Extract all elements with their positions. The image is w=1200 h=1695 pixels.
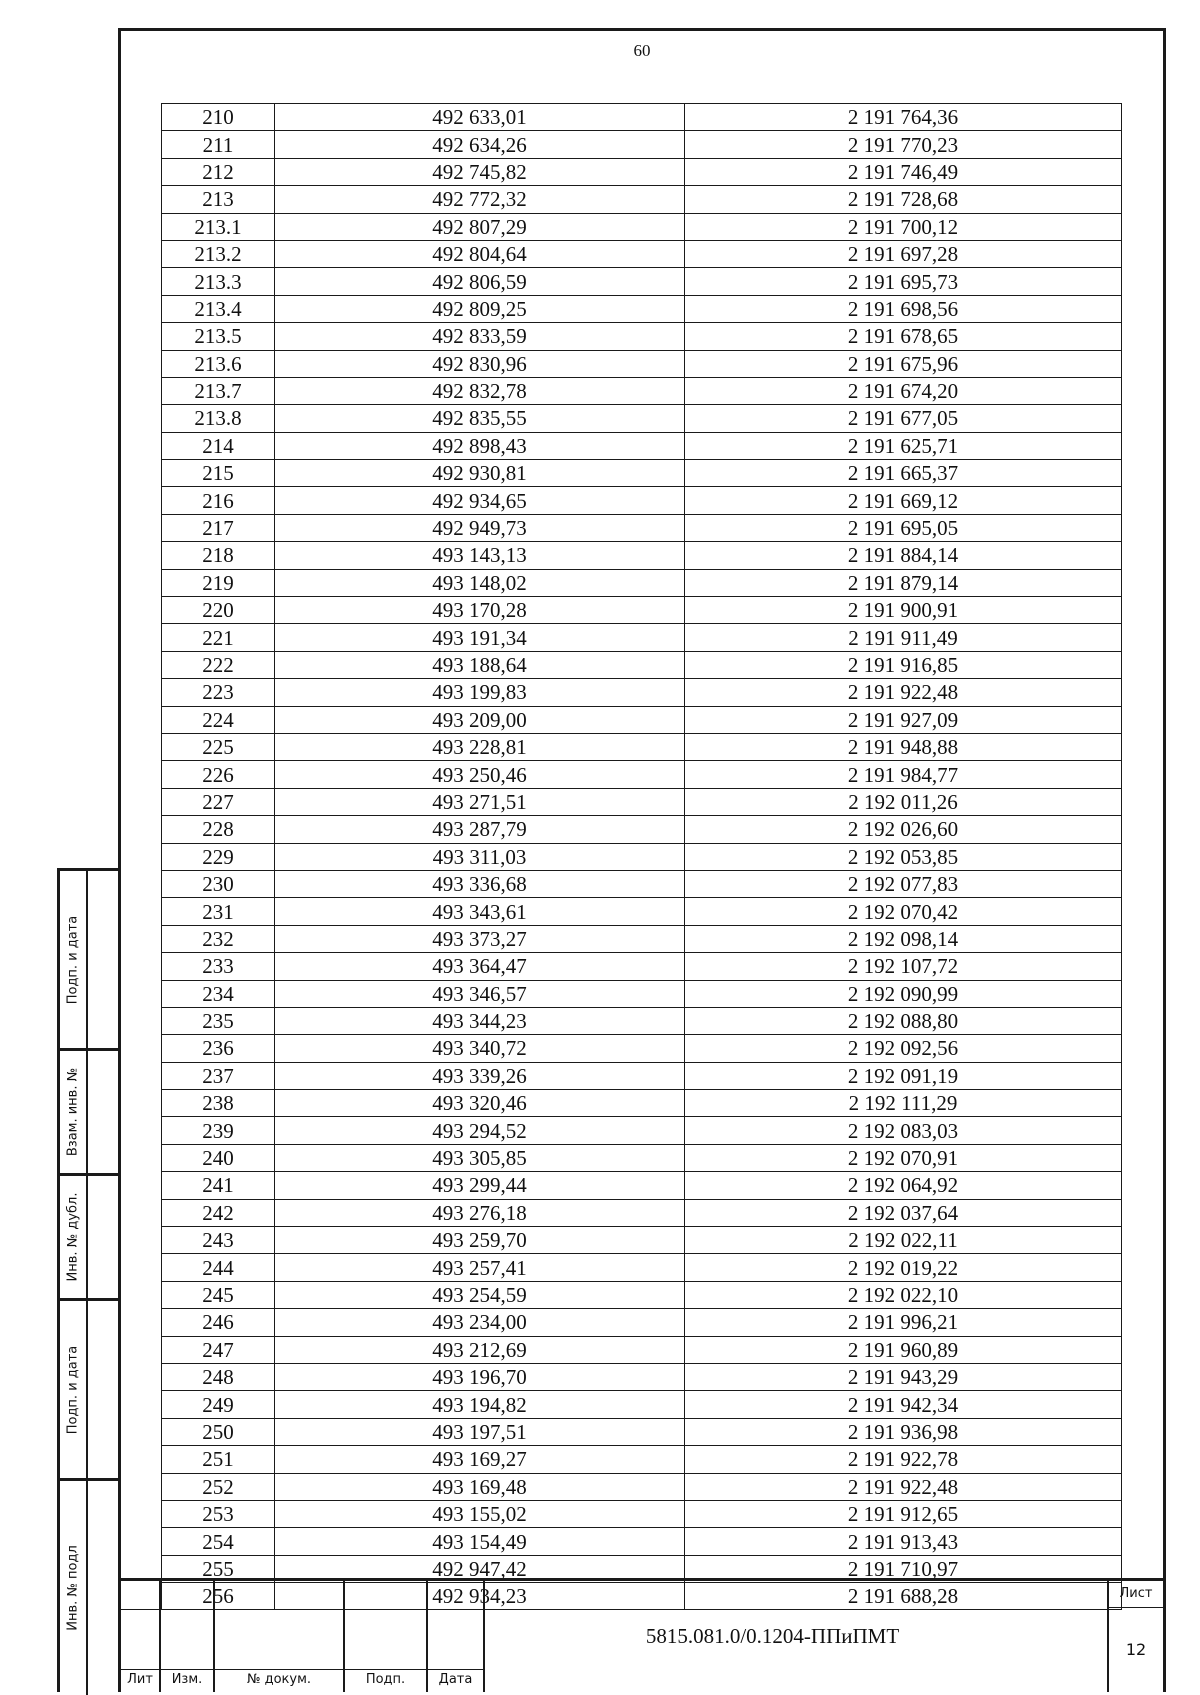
coord-y-cell: 2 191 948,88 (685, 733, 1122, 760)
table-row (162, 240, 1122, 267)
table-row (162, 1363, 1122, 1390)
side-label: Подп. и дата (65, 1345, 81, 1434)
coord-x-cell: 493 143,13 (275, 542, 685, 569)
coord-x-cell: 493 196,70 (275, 1363, 685, 1390)
side-field-orig-inv (60, 1481, 118, 1695)
revision-grid (121, 1581, 485, 1692)
point-number-cell: 227 (162, 788, 275, 815)
table-row (162, 487, 1122, 514)
coord-x-cell: 493 287,79 (275, 816, 685, 843)
point-number-cell: 239 (162, 1117, 275, 1144)
point-number-cell: 213.8 (162, 405, 275, 432)
table-row (162, 706, 1122, 733)
coord-x-cell: 492 949,73 (275, 514, 685, 541)
coord-x-cell: 493 257,41 (275, 1254, 685, 1281)
coord-x-cell: 492 804,64 (275, 240, 685, 267)
sheet-box (1107, 1581, 1163, 1692)
coord-x-cell: 493 197,51 (275, 1418, 685, 1445)
side-field-sign-date-1 (60, 871, 118, 1051)
point-number-cell: 247 (162, 1336, 275, 1363)
coord-x-cell: 493 228,81 (275, 733, 685, 760)
coord-y-cell: 2 192 088,80 (685, 1007, 1122, 1034)
coord-x-cell: 492 934,65 (275, 487, 685, 514)
coord-y-cell: 2 191 688,28 (685, 1583, 1122, 1610)
coord-y-cell: 2 192 037,64 (685, 1199, 1122, 1226)
table-row (162, 323, 1122, 350)
coord-y-cell: 2 191 942,34 (685, 1391, 1122, 1418)
coord-y-cell: 2 191 884,14 (685, 542, 1122, 569)
coord-x-cell: 493 299,44 (275, 1172, 685, 1199)
side-field-sign-date-2 (60, 1301, 118, 1481)
table-row (162, 980, 1122, 1007)
coord-y-cell: 2 191 675,96 (685, 350, 1122, 377)
point-number-cell: 246 (162, 1309, 275, 1336)
point-number-cell: 254 (162, 1528, 275, 1555)
table-row (162, 1172, 1122, 1199)
table-row (162, 1144, 1122, 1171)
table-row (162, 1007, 1122, 1034)
table-row (162, 569, 1122, 596)
table-row (162, 898, 1122, 925)
coord-y-cell: 2 192 026,60 (685, 816, 1122, 843)
coord-y-cell: 2 191 913,43 (685, 1528, 1122, 1555)
coord-x-cell: 492 835,55 (275, 405, 685, 432)
coord-y-cell: 2 191 984,77 (685, 761, 1122, 788)
coord-y-cell: 2 191 960,89 (685, 1336, 1122, 1363)
point-number-cell: 213.2 (162, 240, 275, 267)
table-row (162, 1500, 1122, 1527)
table-row (162, 268, 1122, 295)
point-number-cell: 219 (162, 569, 275, 596)
point-number-cell: 240 (162, 1144, 275, 1171)
table-row (162, 1528, 1122, 1555)
side-label: Инв. № дубл. (65, 1192, 81, 1282)
coord-y-cell: 2 191 764,36 (685, 104, 1122, 131)
stamp-label-lit: Лит (121, 1670, 161, 1692)
table-row (162, 377, 1122, 404)
coord-y-cell: 2 192 107,72 (685, 953, 1122, 980)
table-row (162, 651, 1122, 678)
point-number-cell: 236 (162, 1035, 275, 1062)
coord-x-cell: 493 344,23 (275, 1007, 685, 1034)
coord-x-cell: 493 254,59 (275, 1281, 685, 1308)
point-number-cell: 228 (162, 816, 275, 843)
table-row (162, 1254, 1122, 1281)
coord-y-cell: 2 192 064,92 (685, 1172, 1122, 1199)
point-number-cell: 250 (162, 1418, 275, 1445)
point-number-cell: 243 (162, 1227, 275, 1254)
point-number-cell: 256 (162, 1583, 275, 1610)
point-number-cell: 249 (162, 1391, 275, 1418)
point-number-cell: 224 (162, 706, 275, 733)
coord-y-cell: 2 191 916,85 (685, 651, 1122, 678)
coord-x-cell: 493 234,00 (275, 1309, 685, 1336)
point-number-cell: 213.7 (162, 377, 275, 404)
coord-x-cell: 492 634,26 (275, 131, 685, 158)
coord-y-cell: 2 191 922,48 (685, 679, 1122, 706)
table-row (162, 131, 1122, 158)
stamp-label-change: Изм. (161, 1670, 215, 1692)
coord-y-cell: 2 191 770,23 (685, 131, 1122, 158)
left-margin-strip (57, 868, 118, 1692)
coord-x-cell: 493 170,28 (275, 597, 685, 624)
table-row (162, 1062, 1122, 1089)
coord-x-cell: 492 830,96 (275, 350, 685, 377)
point-number-cell: 238 (162, 1090, 275, 1117)
coord-x-cell: 493 305,85 (275, 1144, 685, 1171)
coord-x-cell: 493 199,83 (275, 679, 685, 706)
coord-x-cell: 493 340,72 (275, 1035, 685, 1062)
coordinates-table-body (162, 104, 1122, 1610)
document-code: 5815.081.0/0.1204-ППиПМТ (645, 1624, 900, 1648)
table-row (162, 350, 1122, 377)
coord-x-cell: 492 772,32 (275, 186, 685, 213)
coord-y-cell: 2 191 710,97 (685, 1555, 1122, 1582)
table-row (162, 460, 1122, 487)
table-row (162, 1473, 1122, 1500)
table-row (162, 104, 1122, 131)
coord-x-cell: 493 364,47 (275, 953, 685, 980)
table-row (162, 624, 1122, 651)
coord-x-cell: 493 250,46 (275, 761, 685, 788)
coord-x-cell: 492 633,01 (275, 104, 685, 131)
point-number-cell: 213 (162, 186, 275, 213)
side-label: Подп. и дата (65, 915, 81, 1004)
point-number-cell: 218 (162, 542, 275, 569)
coord-x-cell: 493 311,03 (275, 843, 685, 870)
sheet-number: 12 (1125, 1640, 1147, 1659)
coord-y-cell: 2 191 879,14 (685, 569, 1122, 596)
point-number-cell: 214 (162, 432, 275, 459)
point-number-cell: 229 (162, 843, 275, 870)
coord-y-cell: 2 192 011,26 (685, 788, 1122, 815)
table-row (162, 816, 1122, 843)
stamp-label-signature: Подп. (345, 1670, 428, 1692)
point-number-cell: 217 (162, 514, 275, 541)
coordinates-table (161, 103, 1122, 1610)
coord-x-cell: 492 806,59 (275, 268, 685, 295)
coord-x-cell: 493 209,00 (275, 706, 685, 733)
point-number-cell: 225 (162, 733, 275, 760)
coord-y-cell: 2 191 746,49 (685, 158, 1122, 185)
point-number-cell: 210 (162, 104, 275, 131)
coord-x-cell: 493 169,48 (275, 1473, 685, 1500)
point-number-cell: 222 (162, 651, 275, 678)
coord-y-cell: 2 191 912,65 (685, 1500, 1122, 1527)
point-number-cell: 253 (162, 1500, 275, 1527)
coord-y-cell: 2 191 922,78 (685, 1446, 1122, 1473)
point-number-cell: 233 (162, 953, 275, 980)
coord-y-cell: 2 191 943,29 (685, 1363, 1122, 1390)
coord-y-cell: 2 191 700,12 (685, 213, 1122, 240)
coord-x-cell: 492 898,43 (275, 432, 685, 459)
coord-y-cell: 2 192 091,19 (685, 1062, 1122, 1089)
table-row (162, 1418, 1122, 1445)
point-number-cell: 215 (162, 460, 275, 487)
table-row (162, 925, 1122, 952)
sheet-label: Лист (1109, 1581, 1163, 1608)
table-row (162, 1336, 1122, 1363)
table-row (162, 1281, 1122, 1308)
coord-y-cell: 2 191 625,71 (685, 432, 1122, 459)
point-number-cell: 213.6 (162, 350, 275, 377)
point-number-cell: 230 (162, 870, 275, 897)
point-number-cell: 234 (162, 980, 275, 1007)
table-row (162, 761, 1122, 788)
point-number-cell: 252 (162, 1473, 275, 1500)
point-number-cell: 212 (162, 158, 275, 185)
table-row (162, 432, 1122, 459)
coord-y-cell: 2 192 090,99 (685, 980, 1122, 1007)
coord-x-cell: 493 343,61 (275, 898, 685, 925)
coord-x-cell: 492 934,23 (275, 1583, 685, 1610)
point-number-cell: 241 (162, 1172, 275, 1199)
coord-x-cell: 492 807,29 (275, 213, 685, 240)
point-number-cell: 216 (162, 487, 275, 514)
point-number-cell: 237 (162, 1062, 275, 1089)
page-frame (118, 28, 1166, 1692)
point-number-cell: 211 (162, 131, 275, 158)
point-number-cell: 223 (162, 679, 275, 706)
coord-x-cell: 493 212,69 (275, 1336, 685, 1363)
coord-x-cell: 493 188,64 (275, 651, 685, 678)
table-row (162, 1035, 1122, 1062)
table-row (162, 843, 1122, 870)
coord-y-cell: 2 192 053,85 (685, 843, 1122, 870)
table-row (162, 1446, 1122, 1473)
table-row (162, 953, 1122, 980)
table-row (162, 679, 1122, 706)
side-label: Инв. № подл (65, 1545, 81, 1631)
coord-x-cell: 493 294,52 (275, 1117, 685, 1144)
point-number-cell: 255 (162, 1555, 275, 1582)
table-row (162, 597, 1122, 624)
coord-x-cell: 493 276,18 (275, 1199, 685, 1226)
table-row (162, 1391, 1122, 1418)
point-number-cell: 213.5 (162, 323, 275, 350)
coord-y-cell: 2 192 083,03 (685, 1117, 1122, 1144)
table-row (162, 295, 1122, 322)
table-row (162, 1090, 1122, 1117)
coord-y-cell: 2 192 077,83 (685, 870, 1122, 897)
point-number-cell: 248 (162, 1363, 275, 1390)
point-number-cell: 213.3 (162, 268, 275, 295)
coord-x-cell: 493 346,57 (275, 980, 685, 1007)
table-row (162, 158, 1122, 185)
side-label: Взам. инв. № (65, 1067, 81, 1157)
coord-y-cell: 2 191 911,49 (685, 624, 1122, 651)
coord-y-cell: 2 192 098,14 (685, 925, 1122, 952)
table-row (162, 1199, 1122, 1226)
coord-y-cell: 2 191 669,12 (685, 487, 1122, 514)
table-row (162, 1309, 1122, 1336)
point-number-cell: 251 (162, 1446, 275, 1473)
coord-y-cell: 2 191 922,48 (685, 1473, 1122, 1500)
point-number-cell: 242 (162, 1199, 275, 1226)
point-number-cell: 244 (162, 1254, 275, 1281)
point-number-cell: 213.4 (162, 295, 275, 322)
table-row (162, 542, 1122, 569)
coord-y-cell: 2 192 111,29 (685, 1090, 1122, 1117)
coord-y-cell: 2 191 695,05 (685, 514, 1122, 541)
coord-x-cell: 493 320,46 (275, 1090, 685, 1117)
table-row (162, 213, 1122, 240)
table-row (162, 1117, 1122, 1144)
stamp-label-date: Дата (428, 1670, 485, 1692)
coord-y-cell: 2 192 022,10 (685, 1281, 1122, 1308)
table-row (162, 1227, 1122, 1254)
point-number-cell: 221 (162, 624, 275, 651)
coord-x-cell: 492 930,81 (275, 460, 685, 487)
side-field-dup-inv (60, 1176, 118, 1301)
coord-x-cell: 493 154,49 (275, 1528, 685, 1555)
coord-y-cell: 2 192 070,91 (685, 1144, 1122, 1171)
point-number-cell: 220 (162, 597, 275, 624)
coord-y-cell: 2 192 022,11 (685, 1227, 1122, 1254)
coord-x-cell: 493 194,82 (275, 1391, 685, 1418)
point-number-cell: 232 (162, 925, 275, 952)
coord-y-cell: 2 191 677,05 (685, 405, 1122, 432)
coord-y-cell: 2 191 697,28 (685, 240, 1122, 267)
coord-x-cell: 493 373,27 (275, 925, 685, 952)
coord-y-cell: 2 191 698,56 (685, 295, 1122, 322)
table-row (162, 788, 1122, 815)
coord-x-cell: 493 259,70 (275, 1227, 685, 1254)
point-number-cell: 245 (162, 1281, 275, 1308)
coord-y-cell: 2 191 927,09 (685, 706, 1122, 733)
coord-x-cell: 493 271,51 (275, 788, 685, 815)
point-number-cell: 235 (162, 1007, 275, 1034)
page-number: 60 (633, 41, 651, 60)
table-row (162, 870, 1122, 897)
coord-y-cell: 2 191 695,73 (685, 268, 1122, 295)
side-field-replace-inv (60, 1051, 118, 1176)
coord-y-cell: 2 191 728,68 (685, 186, 1122, 213)
table-row (162, 514, 1122, 541)
coord-x-cell: 492 947,42 (275, 1555, 685, 1582)
coord-y-cell: 2 192 092,56 (685, 1035, 1122, 1062)
coord-y-cell: 2 191 996,21 (685, 1309, 1122, 1336)
coord-y-cell: 2 191 665,37 (685, 460, 1122, 487)
coord-y-cell: 2 191 674,20 (685, 377, 1122, 404)
title-block (118, 1578, 1166, 1692)
coord-y-cell: 2 191 900,91 (685, 597, 1122, 624)
coord-x-cell: 493 169,27 (275, 1446, 685, 1473)
point-number-cell: 213.1 (162, 213, 275, 240)
coord-x-cell: 492 809,25 (275, 295, 685, 322)
coord-y-cell: 2 192 019,22 (685, 1254, 1122, 1281)
coord-x-cell: 493 148,02 (275, 569, 685, 596)
coord-y-cell: 2 191 678,65 (685, 323, 1122, 350)
coord-x-cell: 493 339,26 (275, 1062, 685, 1089)
coord-x-cell: 492 745,82 (275, 158, 685, 185)
point-number-cell: 226 (162, 761, 275, 788)
coord-x-cell: 492 832,78 (275, 377, 685, 404)
stamp-label-doc-number: № докум. (215, 1670, 345, 1692)
coord-y-cell: 2 191 936,98 (685, 1418, 1122, 1445)
table-row (162, 405, 1122, 432)
point-number-cell: 231 (162, 898, 275, 925)
coord-x-cell: 492 833,59 (275, 323, 685, 350)
coord-x-cell: 493 155,02 (275, 1500, 685, 1527)
table-row (162, 186, 1122, 213)
coord-x-cell: 493 336,68 (275, 870, 685, 897)
table-row (162, 733, 1122, 760)
coord-y-cell: 2 192 070,42 (685, 898, 1122, 925)
coord-x-cell: 493 191,34 (275, 624, 685, 651)
